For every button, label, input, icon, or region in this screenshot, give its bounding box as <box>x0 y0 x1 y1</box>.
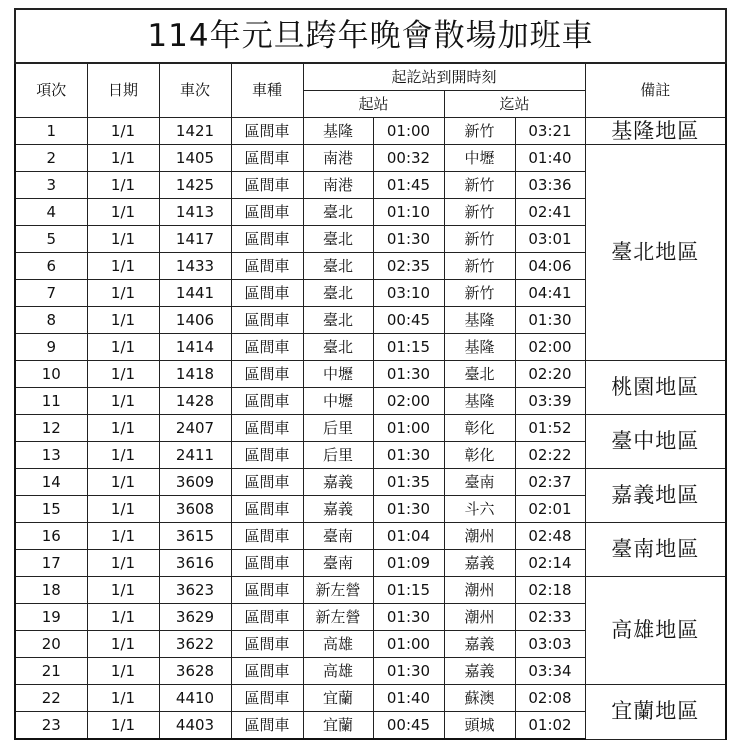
cell-departure-time: 01:00 <box>373 118 444 145</box>
cell-destination-station: 新竹 <box>444 253 515 280</box>
cell-type: 區間車 <box>231 631 303 658</box>
cell-type: 區間車 <box>231 307 303 334</box>
cell-type: 區間車 <box>231 469 303 496</box>
header-row-top <box>15 63 726 91</box>
cell-type: 區間車 <box>231 334 303 361</box>
cell-type: 區間車 <box>231 658 303 685</box>
table-row <box>15 118 726 145</box>
cell-date: 1/1 <box>87 685 159 712</box>
cell-departure-time: 01:30 <box>373 658 444 685</box>
cell-date: 1/1 <box>87 631 159 658</box>
cell-origin-station: 中壢 <box>303 361 373 388</box>
table-row <box>15 577 726 604</box>
cell-type: 區間車 <box>231 712 303 740</box>
cell-arrival-time: 03:39 <box>515 388 585 415</box>
region-note: 高雄地區 <box>585 577 726 685</box>
cell-date: 1/1 <box>87 361 159 388</box>
cell-type: 區間車 <box>231 226 303 253</box>
cell-date: 1/1 <box>87 172 159 199</box>
cell-date: 1/1 <box>87 550 159 577</box>
cell-date: 1/1 <box>87 199 159 226</box>
cell-departure-time: 01:35 <box>373 469 444 496</box>
cell-departure-time: 01:15 <box>373 577 444 604</box>
cell-arrival-time: 04:41 <box>515 280 585 307</box>
cell-origin-station: 臺北 <box>303 280 373 307</box>
cell-type: 區間車 <box>231 577 303 604</box>
cell-destination-station: 基隆 <box>444 307 515 334</box>
cell-train: 3608 <box>159 496 231 523</box>
cell-destination-station: 新竹 <box>444 172 515 199</box>
cell-destination-station: 新竹 <box>444 118 515 145</box>
cell-origin-station: 臺北 <box>303 307 373 334</box>
cell-departure-time: 01:15 <box>373 334 444 361</box>
cell-seq: 8 <box>15 307 87 334</box>
region-note: 基隆地區 <box>585 118 726 145</box>
cell-destination-station: 新竹 <box>444 226 515 253</box>
cell-departure-time: 01:00 <box>373 415 444 442</box>
cell-origin-station: 高雄 <box>303 658 373 685</box>
cell-train: 4410 <box>159 685 231 712</box>
cell-arrival-time: 02:22 <box>515 442 585 469</box>
cell-date: 1/1 <box>87 226 159 253</box>
cell-arrival-time: 03:03 <box>515 631 585 658</box>
cell-type: 區間車 <box>231 172 303 199</box>
cell-departure-time: 01:30 <box>373 226 444 253</box>
cell-seq: 21 <box>15 658 87 685</box>
cell-date: 1/1 <box>87 388 159 415</box>
region-note: 桃園地區 <box>585 361 726 415</box>
region-note: 宜蘭地區 <box>585 685 726 740</box>
cell-date: 1/1 <box>87 523 159 550</box>
cell-arrival-time: 03:36 <box>515 172 585 199</box>
cell-arrival-time: 01:40 <box>515 145 585 172</box>
cell-origin-station: 新左營 <box>303 604 373 631</box>
cell-departure-time: 00:45 <box>373 712 444 740</box>
schedule-sheet <box>14 8 725 735</box>
page-title: 114年元旦跨年晚會散場加班車 <box>15 9 726 63</box>
cell-origin-station: 后里 <box>303 442 373 469</box>
cell-date: 1/1 <box>87 280 159 307</box>
cell-date: 1/1 <box>87 253 159 280</box>
cell-departure-time: 01:45 <box>373 172 444 199</box>
cell-seq: 9 <box>15 334 87 361</box>
cell-arrival-time: 03:21 <box>515 118 585 145</box>
cell-destination-station: 臺北 <box>444 361 515 388</box>
cell-destination-station: 潮州 <box>444 577 515 604</box>
cell-destination-station: 中壢 <box>444 145 515 172</box>
cell-arrival-time: 02:41 <box>515 199 585 226</box>
cell-departure-time: 01:04 <box>373 523 444 550</box>
cell-origin-station: 臺北 <box>303 226 373 253</box>
table-row <box>15 361 726 388</box>
cell-type: 區間車 <box>231 442 303 469</box>
cell-seq: 7 <box>15 280 87 307</box>
cell-train: 1441 <box>159 280 231 307</box>
cell-date: 1/1 <box>87 145 159 172</box>
cell-train: 1418 <box>159 361 231 388</box>
cell-seq: 3 <box>15 172 87 199</box>
cell-type: 區間車 <box>231 685 303 712</box>
cell-seq: 10 <box>15 361 87 388</box>
cell-type: 區間車 <box>231 496 303 523</box>
table-row <box>15 415 726 442</box>
title-row <box>15 9 726 63</box>
cell-type: 區間車 <box>231 145 303 172</box>
cell-train: 2411 <box>159 442 231 469</box>
header-origin: 起站 <box>303 91 444 118</box>
cell-seq: 20 <box>15 631 87 658</box>
cell-origin-station: 臺北 <box>303 334 373 361</box>
cell-type: 區間車 <box>231 415 303 442</box>
cell-date: 1/1 <box>87 604 159 631</box>
header-seq: 項次 <box>15 63 87 118</box>
cell-train: 3623 <box>159 577 231 604</box>
cell-train: 1413 <box>159 199 231 226</box>
cell-train: 3629 <box>159 604 231 631</box>
cell-origin-station: 高雄 <box>303 631 373 658</box>
cell-origin-station: 宜蘭 <box>303 712 373 740</box>
cell-arrival-time: 02:14 <box>515 550 585 577</box>
cell-arrival-time: 04:06 <box>515 253 585 280</box>
cell-date: 1/1 <box>87 469 159 496</box>
cell-train: 3616 <box>159 550 231 577</box>
cell-seq: 12 <box>15 415 87 442</box>
cell-origin-station: 嘉義 <box>303 469 373 496</box>
cell-seq: 18 <box>15 577 87 604</box>
cell-departure-time: 03:10 <box>373 280 444 307</box>
cell-date: 1/1 <box>87 712 159 740</box>
cell-departure-time: 01:40 <box>373 685 444 712</box>
cell-departure-time: 02:00 <box>373 388 444 415</box>
cell-destination-station: 基隆 <box>444 334 515 361</box>
cell-type: 區間車 <box>231 199 303 226</box>
cell-arrival-time: 01:52 <box>515 415 585 442</box>
cell-date: 1/1 <box>87 577 159 604</box>
cell-destination-station: 彰化 <box>444 415 515 442</box>
cell-destination-station: 嘉義 <box>444 550 515 577</box>
cell-date: 1/1 <box>87 307 159 334</box>
cell-date: 1/1 <box>87 415 159 442</box>
cell-origin-station: 新左營 <box>303 577 373 604</box>
cell-seq: 2 <box>15 145 87 172</box>
cell-train: 1421 <box>159 118 231 145</box>
cell-origin-station: 宜蘭 <box>303 685 373 712</box>
cell-seq: 16 <box>15 523 87 550</box>
cell-train: 3609 <box>159 469 231 496</box>
table-row <box>15 469 726 496</box>
cell-arrival-time: 03:01 <box>515 226 585 253</box>
schedule-table <box>14 8 727 740</box>
cell-origin-station: 后里 <box>303 415 373 442</box>
cell-destination-station: 嘉義 <box>444 658 515 685</box>
cell-seq: 13 <box>15 442 87 469</box>
cell-destination-station: 彰化 <box>444 442 515 469</box>
cell-type: 區間車 <box>231 523 303 550</box>
cell-train: 1417 <box>159 226 231 253</box>
cell-destination-station: 嘉義 <box>444 631 515 658</box>
cell-train: 1433 <box>159 253 231 280</box>
cell-arrival-time: 02:20 <box>515 361 585 388</box>
cell-date: 1/1 <box>87 658 159 685</box>
cell-type: 區間車 <box>231 361 303 388</box>
cell-seq: 11 <box>15 388 87 415</box>
cell-train: 1425 <box>159 172 231 199</box>
cell-origin-station: 臺北 <box>303 199 373 226</box>
cell-type: 區間車 <box>231 604 303 631</box>
cell-arrival-time: 01:30 <box>515 307 585 334</box>
cell-origin-station: 中壢 <box>303 388 373 415</box>
cell-destination-station: 蘇澳 <box>444 685 515 712</box>
cell-destination-station: 潮州 <box>444 523 515 550</box>
header-route-time: 起訖站到開時刻 <box>303 63 585 91</box>
cell-train: 1406 <box>159 307 231 334</box>
cell-arrival-time: 02:33 <box>515 604 585 631</box>
cell-seq: 14 <box>15 469 87 496</box>
cell-train: 3622 <box>159 631 231 658</box>
cell-destination-station: 潮州 <box>444 604 515 631</box>
cell-departure-time: 01:30 <box>373 361 444 388</box>
table-row <box>15 685 726 712</box>
cell-date: 1/1 <box>87 334 159 361</box>
cell-seq: 15 <box>15 496 87 523</box>
cell-type: 區間車 <box>231 253 303 280</box>
cell-seq: 1 <box>15 118 87 145</box>
cell-train: 4403 <box>159 712 231 740</box>
cell-arrival-time: 01:02 <box>515 712 585 740</box>
cell-origin-station: 嘉義 <box>303 496 373 523</box>
cell-type: 區間車 <box>231 118 303 145</box>
cell-train: 3615 <box>159 523 231 550</box>
cell-departure-time: 01:30 <box>373 604 444 631</box>
cell-destination-station: 臺南 <box>444 469 515 496</box>
cell-origin-station: 臺南 <box>303 550 373 577</box>
cell-destination-station: 新竹 <box>444 280 515 307</box>
cell-date: 1/1 <box>87 442 159 469</box>
cell-seq: 6 <box>15 253 87 280</box>
cell-destination-station: 基隆 <box>444 388 515 415</box>
cell-seq: 23 <box>15 712 87 740</box>
header-type: 車種 <box>231 63 303 118</box>
cell-origin-station: 南港 <box>303 145 373 172</box>
cell-seq: 4 <box>15 199 87 226</box>
cell-date: 1/1 <box>87 118 159 145</box>
cell-departure-time: 01:09 <box>373 550 444 577</box>
cell-origin-station: 南港 <box>303 172 373 199</box>
cell-origin-station: 臺南 <box>303 523 373 550</box>
cell-type: 區間車 <box>231 550 303 577</box>
region-note: 嘉義地區 <box>585 469 726 523</box>
cell-arrival-time: 02:37 <box>515 469 585 496</box>
cell-date: 1/1 <box>87 496 159 523</box>
cell-departure-time: 01:10 <box>373 199 444 226</box>
cell-departure-time: 01:30 <box>373 496 444 523</box>
cell-destination-station: 頭城 <box>444 712 515 740</box>
cell-arrival-time: 03:34 <box>515 658 585 685</box>
cell-seq: 5 <box>15 226 87 253</box>
cell-train: 3628 <box>159 658 231 685</box>
header-destination: 迄站 <box>444 91 585 118</box>
cell-arrival-time: 02:18 <box>515 577 585 604</box>
region-note: 臺北地區 <box>585 145 726 361</box>
region-note: 臺中地區 <box>585 415 726 469</box>
header-note: 備註 <box>585 63 726 118</box>
cell-seq: 17 <box>15 550 87 577</box>
cell-departure-time: 00:32 <box>373 145 444 172</box>
header-date: 日期 <box>87 63 159 118</box>
cell-train: 1428 <box>159 388 231 415</box>
cell-departure-time: 00:45 <box>373 307 444 334</box>
cell-arrival-time: 02:00 <box>515 334 585 361</box>
cell-arrival-time: 02:48 <box>515 523 585 550</box>
header-train: 車次 <box>159 63 231 118</box>
cell-destination-station: 新竹 <box>444 199 515 226</box>
cell-type: 區間車 <box>231 388 303 415</box>
cell-arrival-time: 02:08 <box>515 685 585 712</box>
cell-destination-station: 斗六 <box>444 496 515 523</box>
table-row <box>15 145 726 172</box>
cell-origin-station: 基隆 <box>303 118 373 145</box>
cell-type: 區間車 <box>231 280 303 307</box>
cell-seq: 19 <box>15 604 87 631</box>
cell-train: 1414 <box>159 334 231 361</box>
cell-arrival-time: 02:01 <box>515 496 585 523</box>
region-note: 臺南地區 <box>585 523 726 577</box>
cell-departure-time: 02:35 <box>373 253 444 280</box>
cell-seq: 22 <box>15 685 87 712</box>
cell-train: 2407 <box>159 415 231 442</box>
cell-train: 1405 <box>159 145 231 172</box>
table-row <box>15 523 726 550</box>
cell-departure-time: 01:30 <box>373 442 444 469</box>
cell-departure-time: 01:00 <box>373 631 444 658</box>
cell-origin-station: 臺北 <box>303 253 373 280</box>
